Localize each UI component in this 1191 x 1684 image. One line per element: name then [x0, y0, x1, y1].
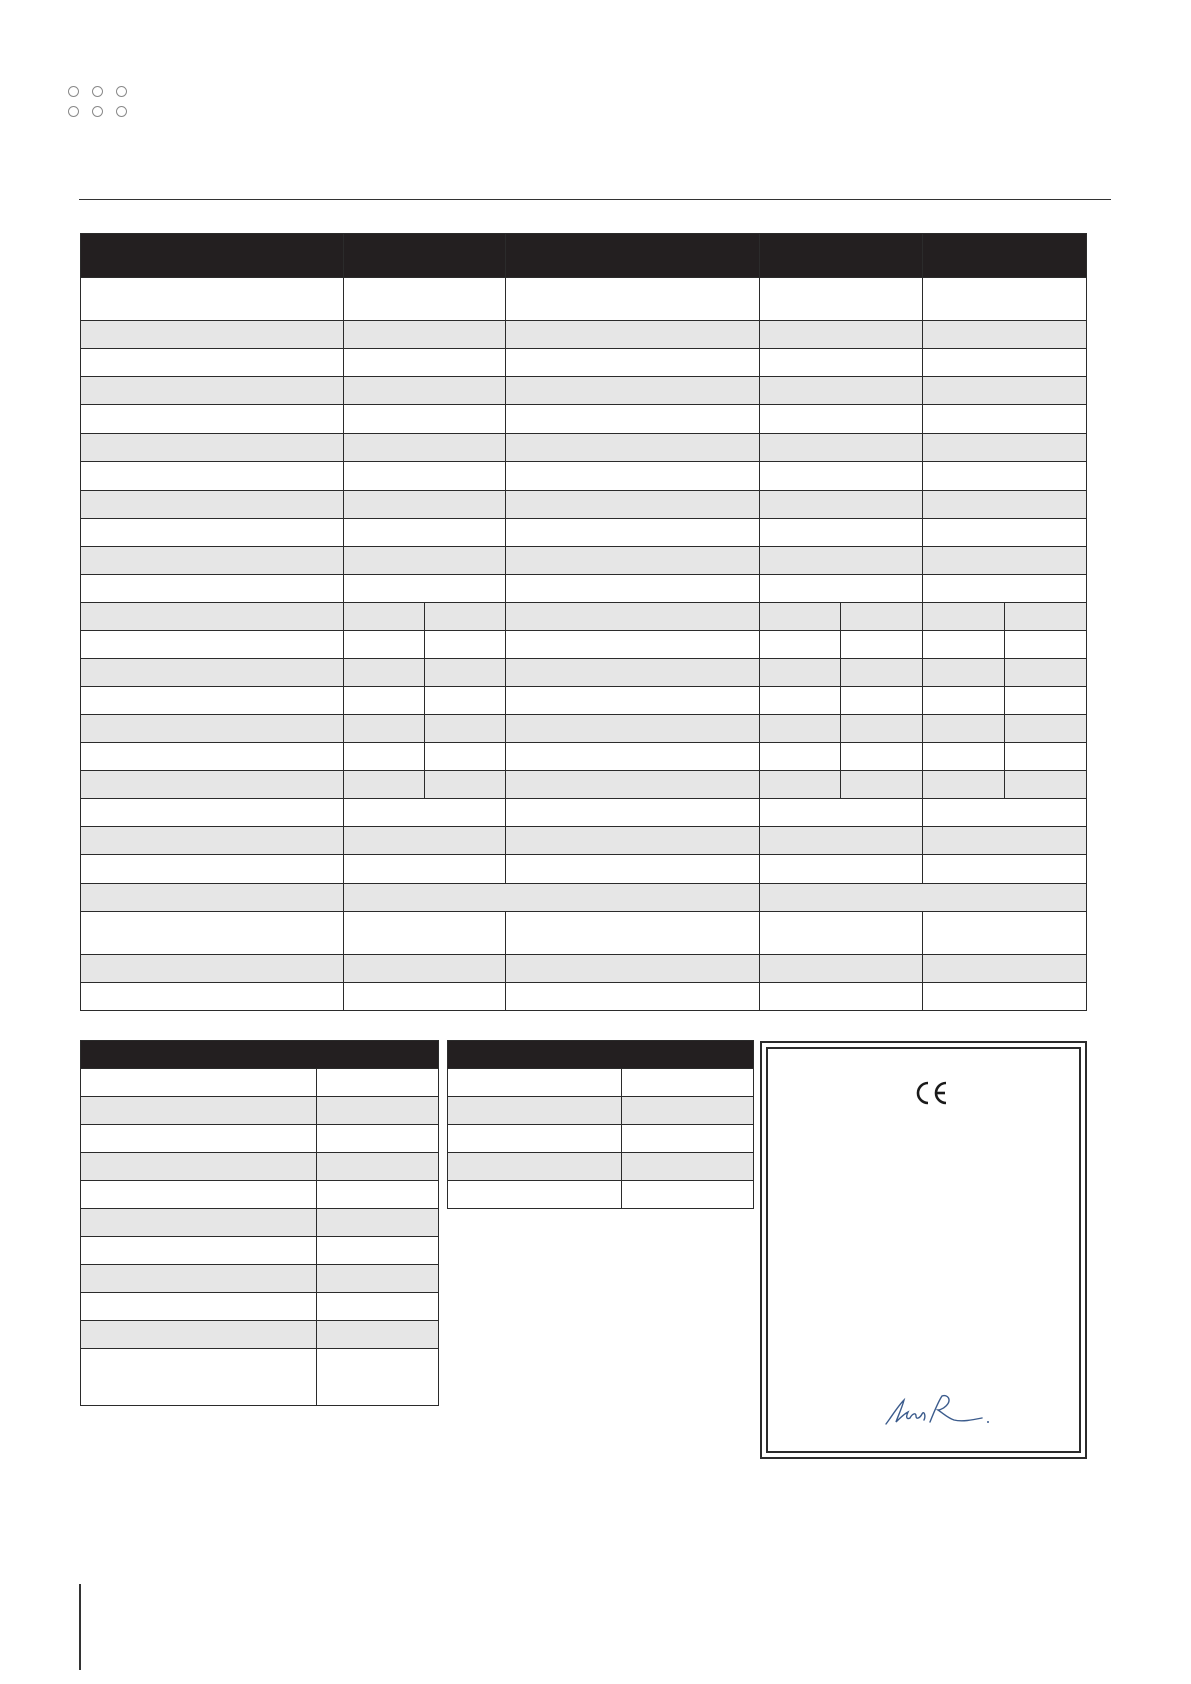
table-header-row	[81, 234, 1087, 278]
declaration-of-conformity-box	[760, 1041, 1087, 1459]
table-row	[81, 771, 1087, 799]
table-row	[448, 1153, 754, 1181]
table-row	[81, 983, 1087, 1011]
table-row	[81, 1237, 439, 1265]
table-row	[81, 1153, 439, 1181]
table-row	[81, 462, 1087, 491]
dot-icon	[68, 86, 79, 97]
table-row	[81, 1125, 439, 1153]
dot-icon	[92, 86, 103, 97]
header-cell	[760, 234, 923, 278]
table-row	[81, 827, 1087, 855]
table-row	[81, 278, 1087, 321]
declaration-inner-frame	[766, 1047, 1081, 1453]
table-row	[81, 955, 1087, 983]
table-row	[81, 519, 1087, 547]
table-row	[81, 1321, 439, 1349]
table-header-row	[448, 1041, 754, 1069]
dot-icon	[92, 106, 103, 117]
handwritten-signature	[882, 1392, 992, 1430]
dot-icon	[116, 106, 127, 117]
table-row	[81, 855, 1087, 884]
table-row	[81, 743, 1087, 771]
table-row	[81, 1349, 439, 1406]
table-row	[81, 631, 1087, 659]
table-row	[81, 659, 1087, 687]
header-cell	[81, 1041, 439, 1069]
table-row	[81, 491, 1087, 519]
specifications-table	[80, 233, 1087, 1011]
table-row	[81, 349, 1087, 377]
table-row	[81, 912, 1087, 955]
table-row	[448, 1097, 754, 1125]
table-row	[448, 1069, 754, 1097]
table-row	[81, 1069, 439, 1097]
header-cell	[506, 234, 760, 278]
table-row	[81, 1209, 439, 1237]
table-row	[81, 884, 1087, 912]
dot-icon	[116, 86, 127, 97]
dot-icon	[68, 106, 79, 117]
header-divider	[79, 199, 1111, 200]
header-cell	[344, 234, 506, 278]
table-row	[81, 715, 1087, 743]
table-row	[81, 575, 1087, 603]
table-row	[81, 687, 1087, 715]
ce-mark-icon	[910, 1079, 950, 1107]
header-cell	[448, 1041, 754, 1069]
table-row	[81, 603, 1087, 631]
page-margin-line	[79, 1584, 81, 1670]
table-header-row	[81, 1041, 439, 1069]
table-row	[81, 377, 1087, 405]
table-row	[81, 1097, 439, 1125]
table-row	[81, 321, 1087, 349]
table-row	[448, 1125, 754, 1153]
header-cell	[923, 234, 1087, 278]
table-row	[81, 1265, 439, 1293]
accessories-table	[80, 1040, 439, 1406]
table-row	[448, 1181, 754, 1209]
table-row	[81, 799, 1087, 827]
table-row	[81, 1293, 439, 1321]
dimensions-table	[447, 1040, 754, 1209]
table-row	[81, 547, 1087, 575]
header-cell	[81, 234, 344, 278]
table-row	[81, 434, 1087, 462]
brand-dots-logo	[68, 86, 138, 120]
table-row	[81, 405, 1087, 434]
table-row	[81, 1181, 439, 1209]
